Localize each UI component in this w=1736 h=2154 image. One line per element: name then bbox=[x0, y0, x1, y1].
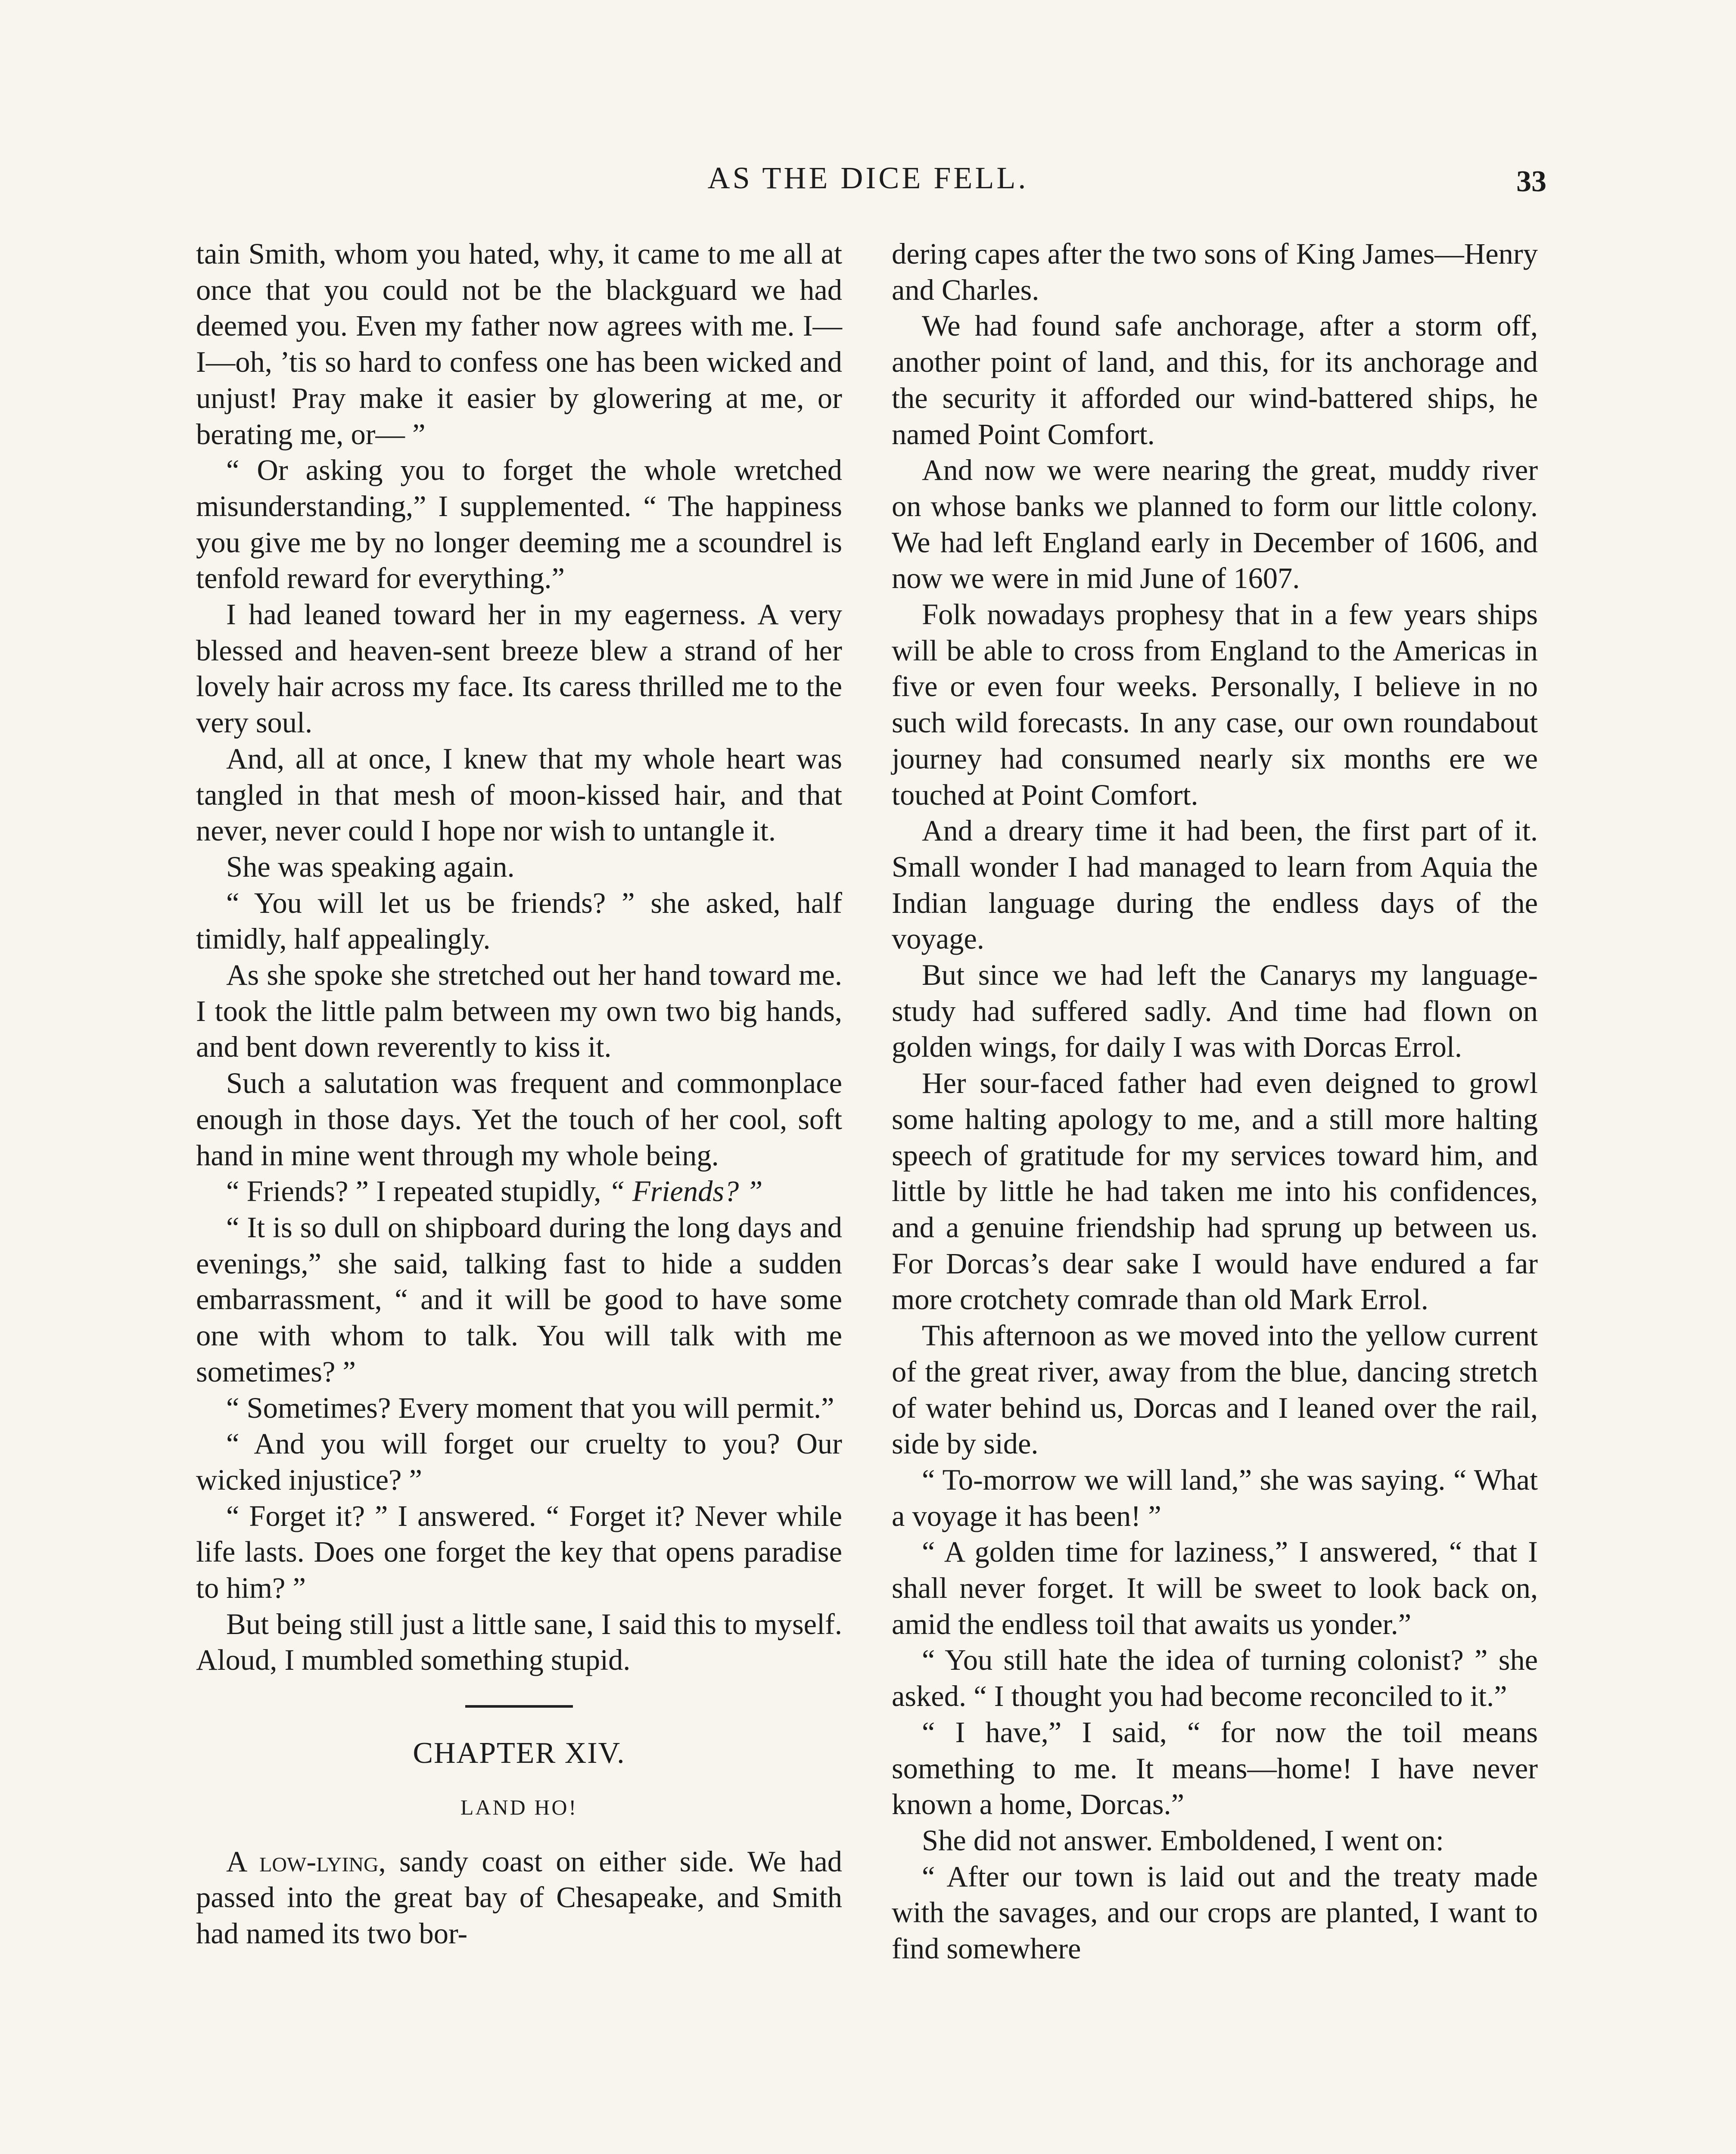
paragraph: And a dreary time it had been, the first part of it. Small wonder I had managed to learn from Aquia the Indian language during the endless days of the voyage. bbox=[892, 814, 1538, 956]
paragraph: “ A golden time for laziness,” I answered, “ that I shall never forget. It will be sweet to look back on, amid the endless toil that awaits us yonder.” bbox=[892, 1535, 1538, 1640]
section-divider bbox=[465, 1705, 573, 1708]
paragraph: “ You still hate the idea of turning colonist? ” she asked. “ I thought you had become reconciled to it.” bbox=[892, 1644, 1538, 1713]
paragraph: As she spoke she stretched out her hand toward me. I took the little palm between my own two big hands, and bent down reverently to kiss it. bbox=[196, 959, 842, 1064]
paragraph: This afternoon as we moved into the yellow current of the great river, away from the blue, dancing stretch of water behind us, Dorcas and I leaned over the rail, side by side. bbox=[892, 1319, 1538, 1460]
paragraph: We had found safe anchorage, after a storm off, another point of land, and this, for its anchorage and the security it afforded our wind-battered ships, he named Point Comfort. bbox=[892, 309, 1538, 451]
right-column bbox=[892, 236, 1538, 1967]
paragraph: “ It is so dull on shipboard during the long days and evenings,” she said, talking fast to hide a sudden embarrassment, “ and it will be good to have some one with whom to talk. You will talk with me sometimes? ” bbox=[196, 1211, 842, 1388]
paragraph: And, all at once, I knew that my whole heart was tangled in that mesh of moon-kissed hair, and that never, never could I hope nor wish to untangle it. bbox=[196, 742, 842, 847]
paragraph: tain Smith, whom you hated, why, it came to me all at once that you could not be the blackguard we had deemed you. Even my father now agrees with me. I—I—oh, ’tis so hard to confess one has been wicked and unjust! Pray make it easier by glowering at me, or berating me, or— ” bbox=[196, 237, 842, 451]
paragraph: “ You will let us be friends? ” she asked, half timidly, half appealingly. bbox=[196, 886, 842, 956]
paragraph: dering capes after the two sons of King James—Henry and Charles. bbox=[892, 237, 1538, 306]
paragraph: I had leaned toward her in my eagerness. A very blessed and heaven-sent breeze blew a strand of her lovely hair across my face. Its caress thrilled me to the very soul. bbox=[196, 598, 842, 739]
paragraph: Such a salutation was frequent and commonplace enough in those days. Yet the touch of her cool, soft hand in mine went through my whole being. bbox=[196, 1067, 842, 1172]
paragraph: “ Or asking you to forget the whole wretched misunderstanding,” I supplemented. “ The happiness you give me by no longer deeming me a scoundrel is tenfold reward for everything.” bbox=[196, 454, 842, 595]
opening-small-caps: A low-lying, bbox=[226, 1845, 386, 1878]
paragraph: She was speaking again. bbox=[226, 850, 515, 883]
paragraph: But since we had left the Canarys my language-study had suffered sadly. And time had flown on golden wings, for daily I was with Dorcas Errol. bbox=[892, 959, 1538, 1064]
chapter-subtitle: LAND HO! bbox=[460, 1795, 578, 1819]
paragraph: “ Sometimes? Every moment that you will permit.” bbox=[226, 1391, 834, 1424]
friends-paragraph bbox=[196, 1173, 842, 1210]
paragraph: Her sour-faced father had even deigned to growl some halting apology to me, and a still more halting speech of gratitude for my services toward him, and little by little he had taken me into his confidences, and a genuine friendship had sprung up between us. For Dorcas’s dear sake I would have endured a far more crotchety comrade than old Mark Errol. bbox=[892, 1067, 1538, 1316]
paragraph: “ After our town is laid out and the treaty made with the savages, and our crops are planted, I want to find somewhere bbox=[892, 1860, 1538, 1965]
friends-italic: “ Friends? ” bbox=[608, 1175, 763, 1208]
paragraph: “ Forget it? ” I answered. “ Forget it? Never while life lasts. Does one forget the key that opens paradise to him? ” bbox=[196, 1499, 842, 1605]
paragraph: “ To-morrow we will land,” she was saying. “ What a voyage it has been! ” bbox=[892, 1463, 1538, 1532]
paragraph: She did not answer. Emboldened, I went on: bbox=[922, 1824, 1444, 1857]
chapter-heading: CHAPTER XIV. bbox=[413, 1737, 625, 1770]
paragraph: But being still just a little sane, I said this to myself. Aloud, I mumbled something stupid. bbox=[196, 1607, 842, 1677]
opening-text: sandy coast on either side. We had passed into the great bay of Chesapeake, and Smith had named its two bor- bbox=[196, 1845, 843, 1950]
page-number: 33 bbox=[1516, 165, 1546, 198]
left-column bbox=[196, 236, 842, 1952]
running-head bbox=[0, 160, 1736, 203]
paragraph: Folk nowadays prophesy that in a few years ships will be able to cross from England to the Americas in five or even four weeks. Personally, I believe in no such wild forecasts. In any case, our own roundabout journey had consumed nearly six months ere we touched at Point Comfort. bbox=[892, 598, 1538, 811]
running-title: AS THE DICE FELL. bbox=[707, 161, 1029, 195]
friends-text: “ Friends? ” I repeated stupidly, bbox=[226, 1175, 609, 1208]
paragraph: “ I have,” I said, “ for now the toil means something to me. It means—home! I have never known a home, Dorcas.” bbox=[892, 1715, 1538, 1821]
chapter-opening-paragraph bbox=[196, 1844, 842, 1952]
paragraph: And now we were nearing the great, muddy river on whose banks we planned to form our little colony. We had left England early in December of 1606, and now we were in mid June of 1607. bbox=[892, 454, 1538, 595]
paragraph: “ And you will forget our cruelty to you? Our wicked injustice? ” bbox=[196, 1427, 842, 1496]
